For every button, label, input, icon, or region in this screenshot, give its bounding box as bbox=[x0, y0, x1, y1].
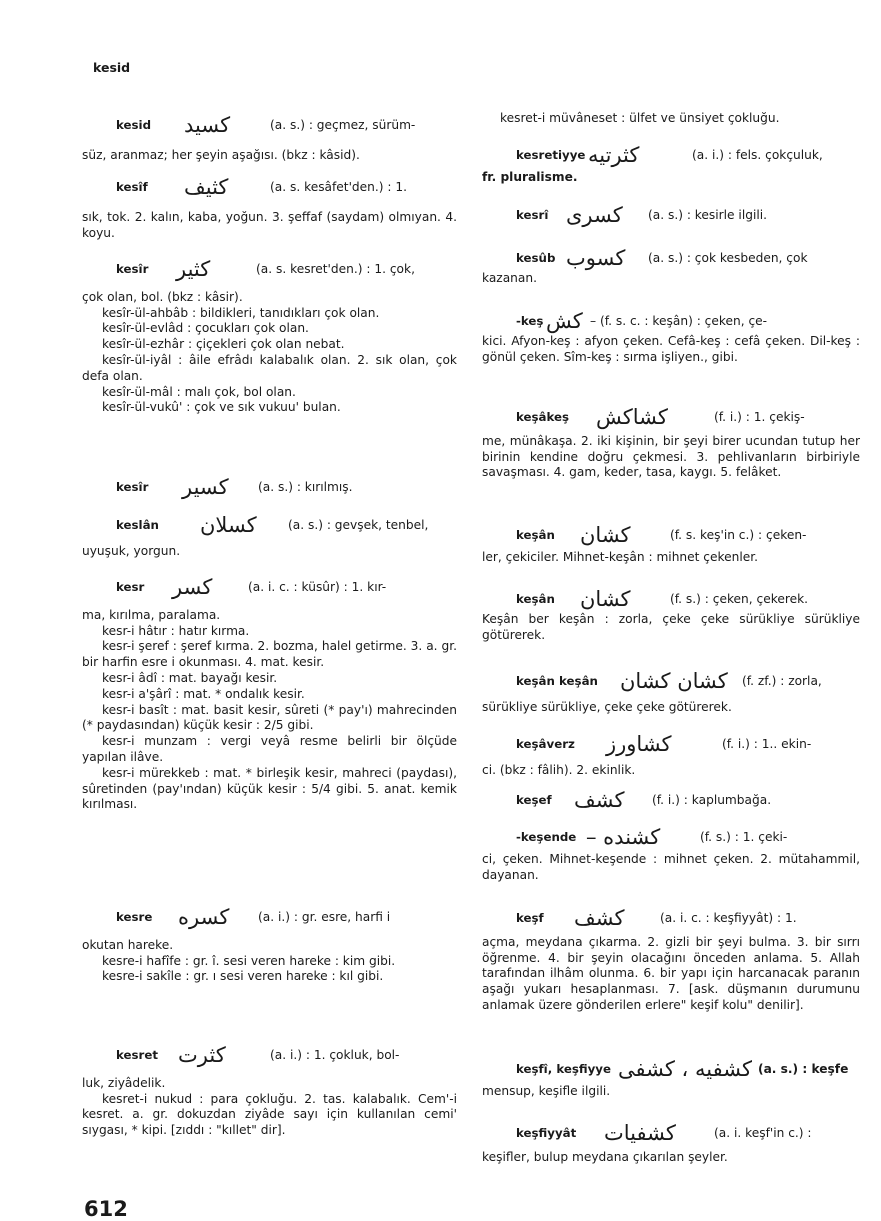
sub-entry: kesr-i basît : mat. basit kesir, sûreti (* pay'ı) mahrecinden (* paydasından) küçük kesir : 2/5 gibi. bbox=[82, 702, 457, 733]
definition-start: (a. i.) : fels. çokçuluk, bbox=[692, 148, 823, 162]
definition-start: (a. s.) : geçmez, sürüm- bbox=[270, 118, 416, 132]
definition-start: (a. s. kesâfet'den.) : 1. bbox=[270, 180, 407, 194]
definition-text: süz, aranmaz; her şeyin aşağısı. (bkz : kâsid). bbox=[82, 147, 360, 162]
sub-entry: kesr-i âdî : mat. bayağı kesir. bbox=[102, 670, 278, 685]
definition-start: (a. i. c. : küsûr) : 1. kır- bbox=[248, 580, 387, 594]
definition-text: ci, çeken. Mihnet-keşende : mihnet çeken. 2. mütahammil, dayanan. bbox=[482, 851, 860, 882]
headword: kesre bbox=[116, 910, 153, 924]
definition-start: (f. s. keş'in c.) : çeken- bbox=[670, 528, 807, 542]
arabic-headword: كثيف bbox=[184, 175, 229, 199]
headword: kesrî bbox=[516, 208, 549, 222]
entry-kesif bbox=[82, 175, 457, 241]
headword: kesid bbox=[116, 118, 152, 132]
definition-text: açma, meydana çıkarma. 2. gizli bir şeyi bulma. 3. bir sırrı öğrenme. 4. bir şeyin olacağını önceden anlama. 5. Allah tarafından ilhâm olunma. 6. bir yapı için harcanacak paranın aşağı yukarı hesaplanması. 7. [ask. düşmanın durumunu anlamak üzere gönderilen erlere" keşif kolu" denilir]. bbox=[482, 934, 860, 1012]
entry-kesret bbox=[82, 1043, 457, 1139]
arabic-headword: كسوب bbox=[566, 246, 626, 270]
entry-kesfiyyat bbox=[482, 1121, 860, 1166]
entry-kesan-1 bbox=[482, 523, 860, 566]
sub-entry: kesr-i munzam : vergi veyâ resme belirli bir ölçüde yapılan ilâve. bbox=[82, 734, 457, 764]
sub-entry: kesr-i mürekkeb : mat. * birleşik kesir, mahreci (paydası), sûretinden (pay'ından) küçük kesir : 5/4 gibi. 5. anat. kemik kırılması. bbox=[82, 765, 457, 812]
sub-entry: kesîr-ül-ezhâr : çiçekleri çok olan nebat. bbox=[102, 337, 345, 352]
entry-kesef bbox=[482, 788, 860, 812]
definition-start: (f. i.) : 1.. ekin- bbox=[722, 737, 812, 751]
sub-entry: kesîr-ül-mâl : malı çok, bol olan. bbox=[102, 384, 296, 399]
arabic-headword: كسيد bbox=[184, 113, 231, 137]
definition-start: (a. i. c. : keşfiyyât) : 1. bbox=[660, 911, 797, 925]
definition-text: ler, çekiciler. Mihnet-keşân : mihnet çekenler. bbox=[482, 549, 758, 564]
arabic-headword: كشان كشان bbox=[620, 669, 728, 693]
arabic-headword: كش bbox=[546, 309, 583, 333]
entry-kesir-2 bbox=[82, 475, 457, 499]
definition-text: okutan hareke. bbox=[82, 937, 174, 952]
sub-entry: kesr-i a'şârî : mat. * ondalık kesir. bbox=[102, 686, 305, 701]
arabic-headword: كشاورز bbox=[606, 732, 672, 756]
sub-entry: kesîr-ül-iyâl : âile efrâdı kalabalık olan. 2. sık olan, çok defa olan. bbox=[82, 352, 457, 383]
sub-entry: kesîr-ül-ahbâb : bildikleri, tanıdıkları çok olan. bbox=[102, 305, 380, 320]
arabic-headword: كسره bbox=[178, 905, 230, 929]
definition-start: (a. s.) : kırılmış. bbox=[258, 480, 353, 494]
headword: keşâkeş bbox=[516, 410, 570, 424]
headword: kesretiyye bbox=[516, 148, 586, 162]
headword: kesîr bbox=[116, 480, 149, 494]
arabic-headword: كسرى bbox=[566, 203, 623, 227]
sub-entry: kesre-i hafîfe : gr. î. sesi veren hareke : kim gibi. bbox=[102, 953, 396, 968]
headword: kesret bbox=[116, 1048, 159, 1062]
definition-start: (a. s.) : gevşek, tenbel, bbox=[288, 518, 429, 532]
headword: keşfiyyât bbox=[516, 1126, 577, 1140]
entry-kesub bbox=[482, 246, 860, 287]
definition-start: (f. zf.) : zorla, bbox=[742, 674, 822, 688]
headword: kesr bbox=[116, 580, 145, 594]
sub-entry: kesr-i hâtır : hatır kırma. bbox=[102, 623, 250, 638]
definition-text: kici. Afyon-keş : afyon çeken. Cefâ-keş : cefâ çeken. Dil-keş : gönül çeken. Sîm-keş : sırma işliyen., gibi. bbox=[482, 333, 860, 364]
arabic-headword: كشفيه ، كشفى bbox=[618, 1057, 752, 1081]
sub-entry: kesr-i şeref : şeref kırma. 2. bozma, halel getirme. 3. a. gr. bir harfin esre i okunması. 4. mat. kesir. bbox=[82, 639, 457, 670]
entry-kesan-kesan bbox=[482, 669, 860, 716]
definition-start: (a. i. keşf'in c.) : bbox=[714, 1126, 812, 1140]
arabic-headword: كشنده – bbox=[586, 825, 661, 849]
arabic-headword: كسلان bbox=[200, 513, 257, 537]
headword: keşâverz bbox=[516, 737, 575, 751]
entry-kesret-i-muvaneset bbox=[482, 111, 860, 127]
sub-entry: kesîr-ül-evlâd : çocukları çok olan. bbox=[102, 321, 309, 336]
definition-text: ci. (bkz : fâlih). 2. ekinlik. bbox=[482, 762, 636, 777]
arabic-headword: كشف bbox=[574, 788, 625, 812]
entry-kesaverz bbox=[482, 732, 860, 779]
definition-text: uyuşuk, yorgun. bbox=[82, 543, 181, 558]
arabic-headword: كشان bbox=[580, 523, 631, 547]
entry-kesakes bbox=[482, 405, 860, 481]
headword: keşân bbox=[516, 592, 555, 606]
arabic-headword: كشاكش bbox=[596, 405, 668, 429]
arabic-headword: كسر bbox=[172, 575, 213, 599]
headword: keşef bbox=[516, 793, 552, 807]
sub-entry: kesret-i nukud : para çokluğu. 2. tas. kalabalık. Cem'-i kesret. a. gr. dokuzdan ziyâde sayı için kullanılan cemi' sıygası, * kipi. [zıddı : "kıllet" dir]. bbox=[82, 1091, 457, 1138]
definition-text: çok olan, bol. (bkz : kâsir). bbox=[82, 289, 243, 304]
definition-start: (f. i.) : kaplumbağa. bbox=[652, 793, 772, 807]
arabic-headword: كثرت bbox=[178, 1043, 226, 1067]
definition-start: (f. i.) : 1. çekiş- bbox=[714, 410, 805, 424]
definition-start: (a. s.) : kesirle ilgili. bbox=[648, 208, 767, 222]
arabic-headword: كشفيات bbox=[604, 1121, 676, 1145]
headword: keslân bbox=[116, 518, 159, 532]
definition-text: kazanan. bbox=[482, 270, 537, 285]
headword: kesîf bbox=[116, 180, 148, 194]
definition-start: (f. s.) : çeken, çekerek. bbox=[670, 592, 809, 606]
definition-text: kesret-i müvâneset : ülfet ve ünsiyet çokluğu. bbox=[500, 111, 780, 125]
arabic-headword: كشان bbox=[580, 587, 631, 611]
definition-text: ma, kırılma, paralama. bbox=[82, 607, 221, 622]
headword: -keş bbox=[516, 314, 544, 328]
entry-kes bbox=[482, 309, 860, 365]
entry-kesre bbox=[82, 905, 457, 985]
sub-entry: kesîr-ül-vukû' : çok ve sık vukuu' bulan. bbox=[102, 400, 341, 415]
headword: keşfî, keşfiyye bbox=[516, 1062, 611, 1076]
arabic-headword: كثير bbox=[176, 257, 211, 281]
entry-kesri bbox=[482, 203, 860, 227]
definition-text: sık, tok. 2. kalın, kaba, yoğun. 3. şeffaf (saydam) olmıyan. 4. koyu. bbox=[82, 209, 457, 240]
definition-text: luk, ziyâdelik. bbox=[82, 1075, 166, 1090]
sub-entry: kesre-i sakîle : gr. ı sesi veren hareke : kıl gibi. bbox=[102, 969, 384, 984]
headword: kesûb bbox=[516, 251, 556, 265]
page-number: 612 bbox=[84, 1197, 128, 1221]
definition-text: me, münâkaşa. 2. iki kişinin, bir şeyi birer ucundan tutup her birinin kendine doğru çekmesi. 3. pehlivanların birbiriyle savaşması. 4. gam, keder, tasa, kaygı. 5. felâket. bbox=[482, 433, 860, 480]
entry-kesf bbox=[482, 906, 860, 1014]
definition-start: (a. s. kesret'den.) : 1. çok, bbox=[256, 262, 415, 276]
definition-text: Keşân ber keşân : zorla, çeke çeke sürükliye sürükliye götürerek. bbox=[482, 611, 860, 642]
headword: kesîr bbox=[116, 262, 149, 276]
entry-kesir-1 bbox=[82, 257, 457, 416]
entry-kesan-2 bbox=[482, 587, 860, 643]
definition-start: (a. i.) : 1. çokluk, bol- bbox=[270, 1048, 400, 1062]
headword: keşân keşân bbox=[516, 674, 598, 688]
definition-start: (a. s.) : keşfe bbox=[758, 1062, 849, 1076]
entry-kesretiyye bbox=[482, 143, 860, 186]
definition-text: mensup, keşifle ilgili. bbox=[482, 1083, 611, 1098]
definition-start: (f. s.) : 1. çeki- bbox=[700, 830, 788, 844]
definition-text: fr. pluralisme. bbox=[482, 169, 578, 184]
definition-text: sürükliye sürükliye, çeke çeke götürerek. bbox=[482, 699, 732, 714]
arabic-headword: كشف bbox=[574, 906, 625, 930]
definition-text: keşifler, bulup meydana çıkarılan şeyler. bbox=[482, 1149, 728, 1164]
definition-start: (a. i.) : gr. esre, harfi i bbox=[258, 910, 391, 924]
definition-start: – (f. s. c. : keşân) : çeken, çe- bbox=[590, 314, 768, 328]
arabic-headword: كثرتيه bbox=[588, 143, 640, 167]
running-head: kesid bbox=[93, 60, 131, 75]
headword: keşf bbox=[516, 911, 544, 925]
entry-kesende bbox=[482, 825, 860, 883]
entry-kesfi bbox=[482, 1057, 860, 1100]
entry-keslan bbox=[82, 513, 457, 560]
arabic-headword: كسير bbox=[182, 475, 229, 499]
headword: keşân bbox=[516, 528, 555, 542]
entry-kesr bbox=[82, 575, 457, 813]
definition-start: (a. s.) : çok kesbeden, çok bbox=[648, 251, 808, 265]
entry-kesid bbox=[82, 113, 457, 164]
headword: -keşende bbox=[516, 830, 577, 844]
